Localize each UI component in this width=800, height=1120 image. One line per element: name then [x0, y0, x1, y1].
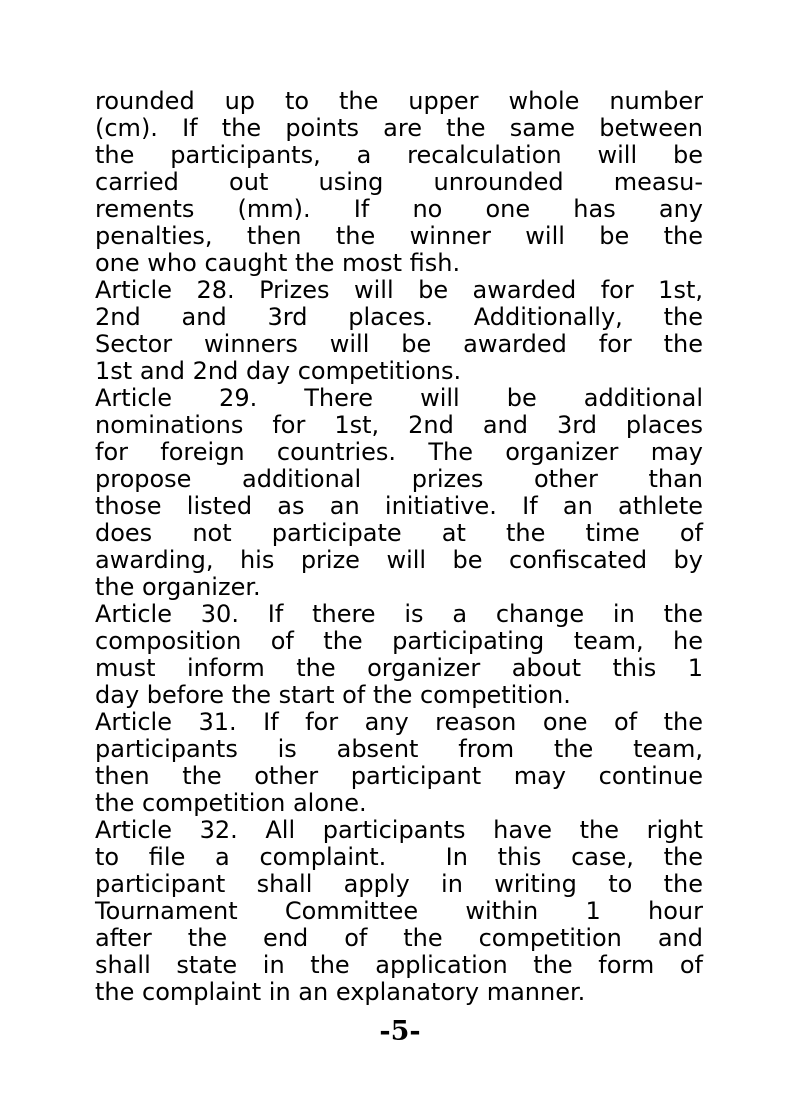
text-line: participants is absent from the team,: [95, 735, 703, 763]
text-line: the participants, a recalculation will be: [95, 141, 703, 169]
text-line: for foreign countries. The organizer may: [95, 438, 703, 466]
text-line: Article 31. If for any reason one of the: [95, 708, 703, 736]
text-line: does not participate at the time of: [95, 519, 703, 547]
page-number: -5-: [379, 1016, 421, 1047]
text-line: then the other participant may continue: [95, 762, 703, 790]
text-line: one who caught the most fish.: [95, 249, 461, 277]
text-line: the organizer.: [95, 573, 261, 601]
text-line: 2nd and 3rd places. Additionally, the: [95, 303, 703, 331]
text-line: Article 29. There will be additional: [95, 384, 703, 412]
text-line: the competition alone.: [95, 789, 367, 817]
text-line: participant shall apply in writing to the: [95, 870, 703, 898]
text-line: composition of the participating team, he: [95, 627, 703, 655]
text-line: those listed as an initiative. If an athlete: [95, 492, 703, 520]
page-text: [95, 88, 703, 1006]
text-line: must inform the organizer about this 1: [95, 654, 703, 682]
text-line: Article 30. If there is a change in the: [95, 600, 703, 628]
text-line: shall state in the application the form of: [95, 951, 703, 979]
text-line: Article 32. All participants have the right: [95, 816, 703, 844]
text-line: the complaint in an explanatory manner.: [95, 978, 586, 1006]
text-line: Tournament Committee within 1 hour: [95, 897, 703, 925]
text-line: to file a complaint. In this case, the: [95, 843, 703, 871]
text-line: nominations for 1st, 2nd and 3rd places: [95, 411, 703, 439]
text-line: penalties, then the winner will be the: [95, 222, 703, 250]
text-line: carried out using unrounded measu-: [95, 168, 703, 196]
text-line: awarding, his prize will be confiscated by: [95, 546, 703, 574]
text-line: day before the start of the competition.: [95, 681, 571, 709]
text-line: after the end of the competition and: [95, 924, 703, 952]
text-line: propose additional prizes other than: [95, 465, 703, 493]
text-line: (cm). If the points are the same between: [95, 114, 703, 142]
text-line: 1st and 2nd day competitions.: [95, 357, 462, 385]
text-line: rements (mm). If no one has any: [95, 195, 703, 223]
text-line: Article 28. Prizes will be awarded for 1st,: [95, 276, 703, 304]
text-line: rounded up to the upper whole number: [95, 87, 703, 115]
text-line: Sector winners will be awarded for the: [95, 330, 703, 358]
